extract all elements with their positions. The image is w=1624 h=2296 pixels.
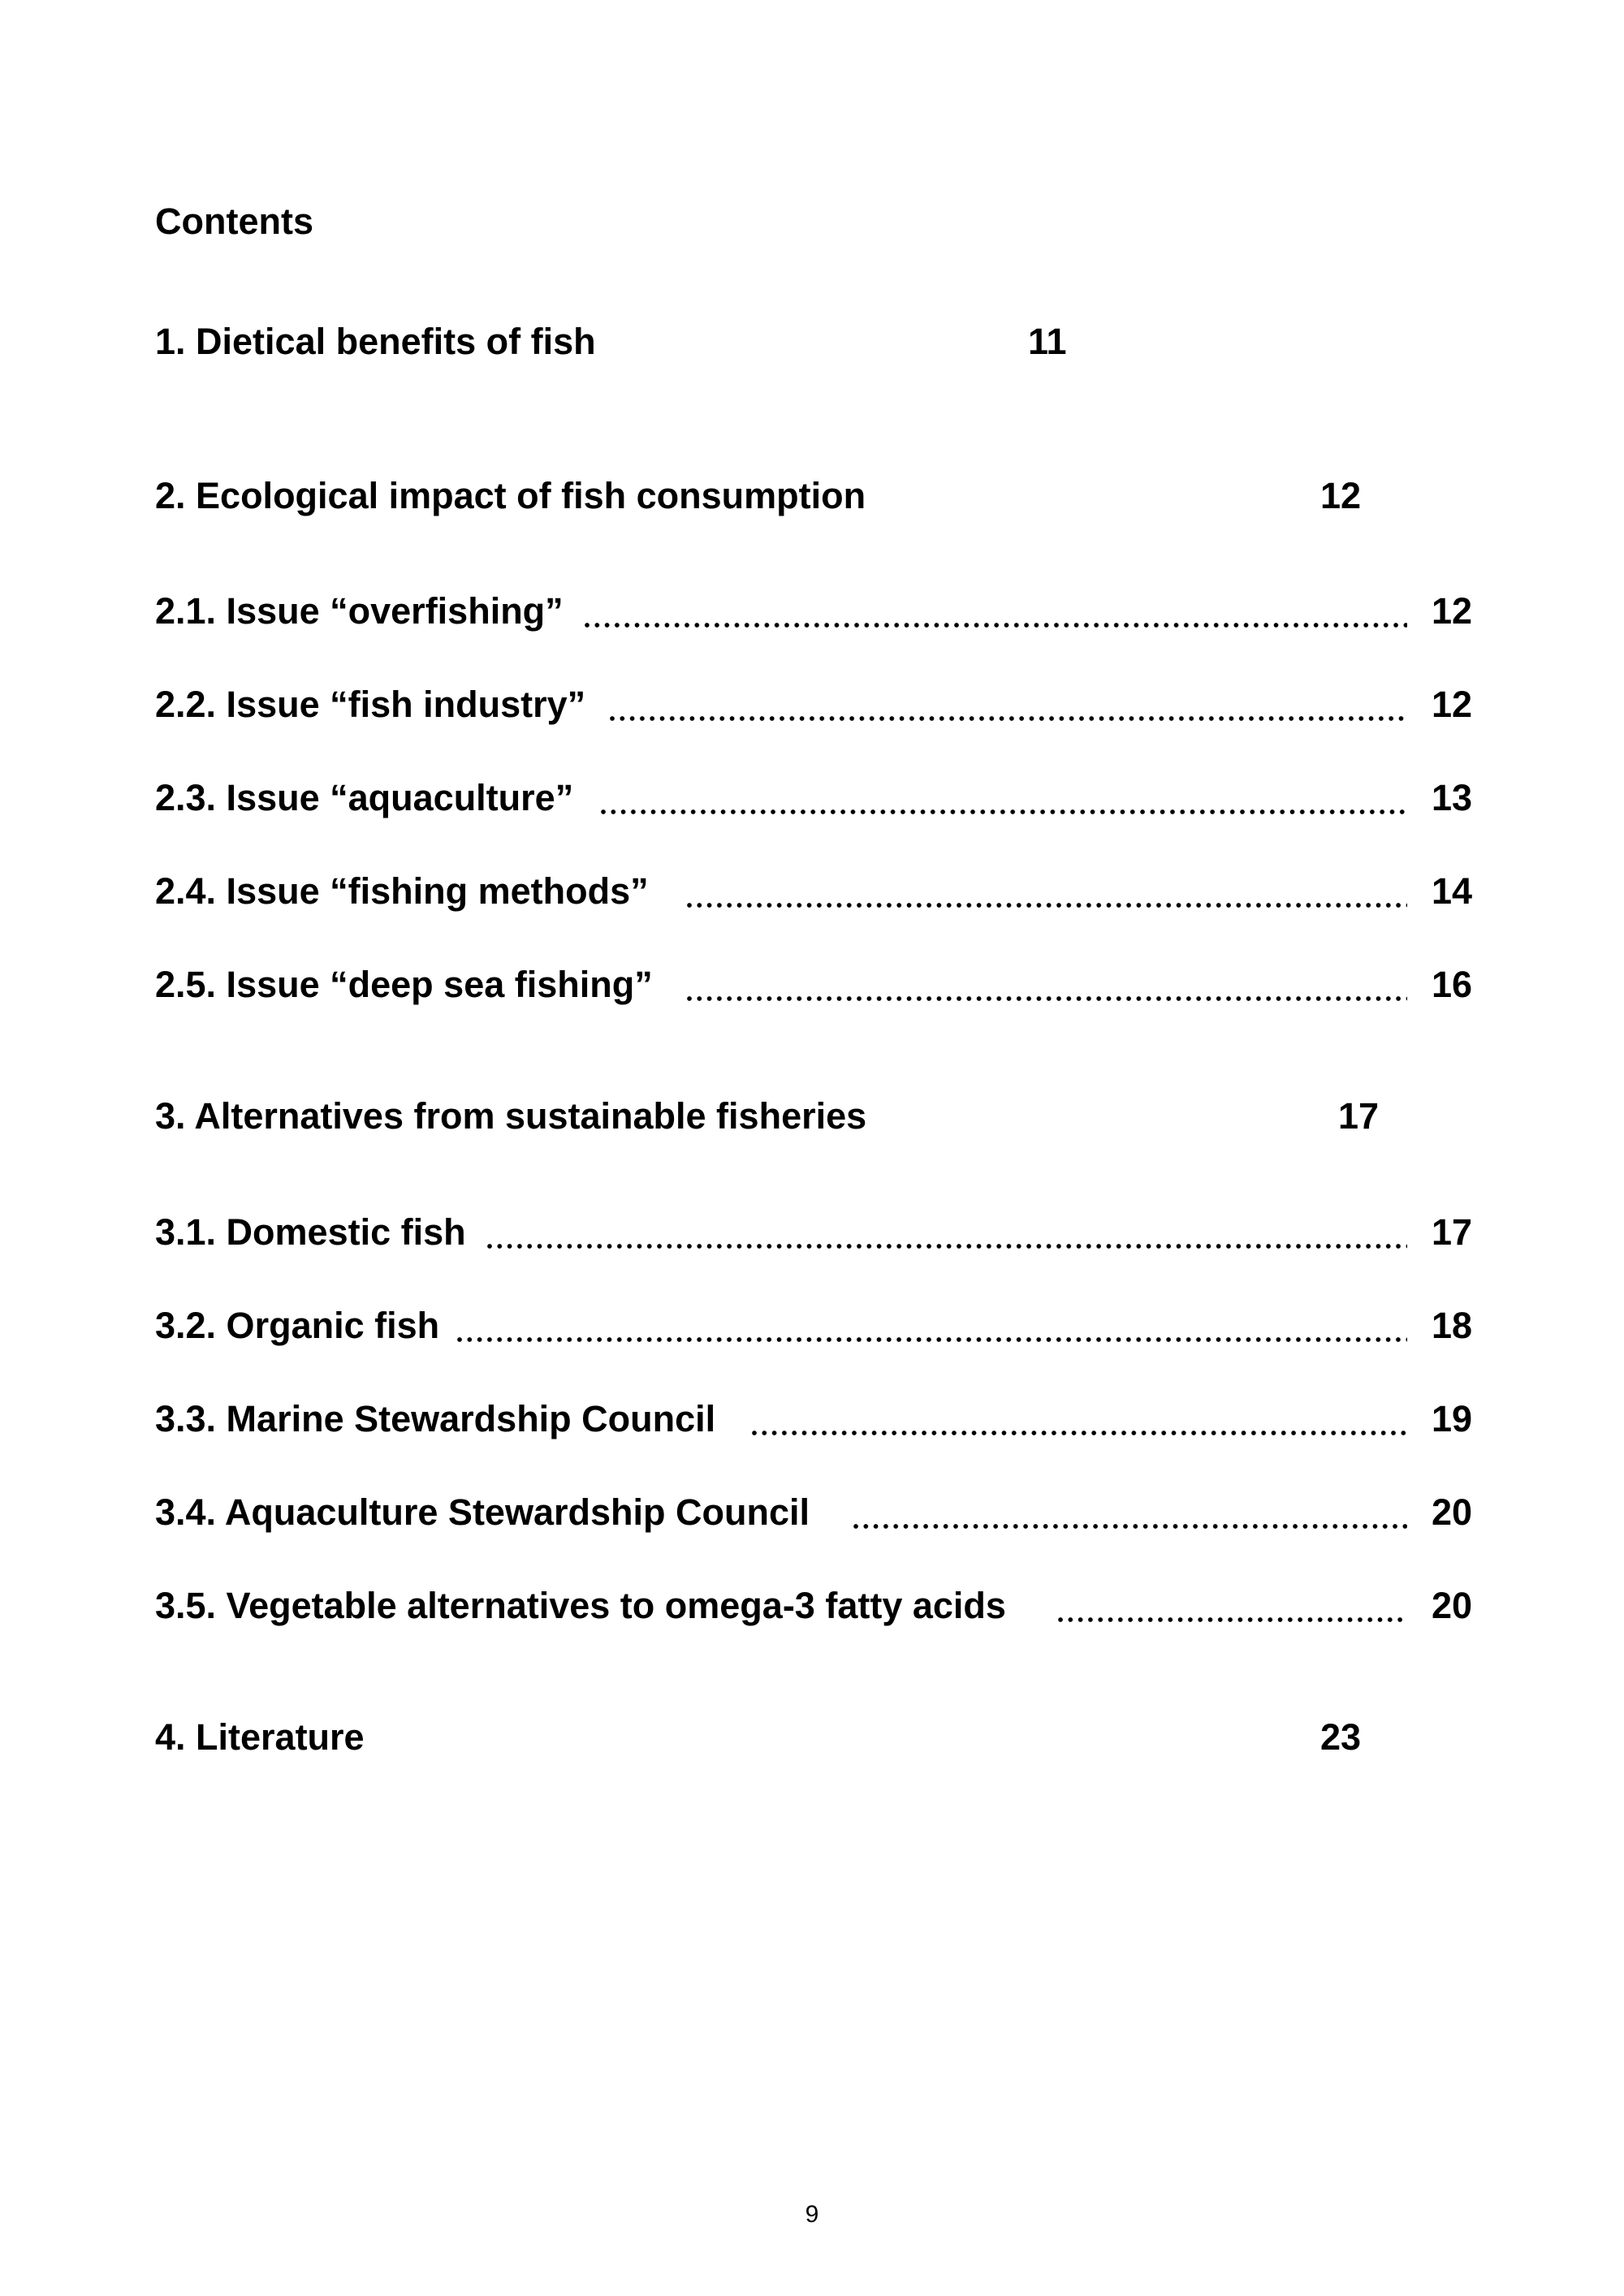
- toc-entry-3-2[interactable]: [0, 1307, 1624, 1348]
- dot-leader: [585, 593, 1407, 629]
- toc-entry-page: 23: [1320, 1716, 1362, 1758]
- toc-entry-2-4[interactable]: [0, 870, 1624, 913]
- toc-entry-2-3[interactable]: [0, 779, 1624, 820]
- toc-entry-2-1[interactable]: [0, 590, 1624, 633]
- toc-entry-page: 13: [1432, 777, 1473, 818]
- toc-entry-3-5[interactable]: [0, 1587, 1624, 1628]
- toc-entry-label: 3.4. Aquaculture Stewardship Council: [155, 1491, 810, 1533]
- toc-entry-label: 3.2. Organic fish: [155, 1305, 440, 1346]
- dot-leader: [610, 686, 1407, 723]
- dot-leader: [687, 873, 1407, 909]
- toc-entry-page: 20: [1432, 1491, 1473, 1533]
- toc-entry-label: 1. Dietical benefits of fish: [155, 321, 596, 362]
- toc-entry-label: 3.3. Marine Stewardship Council: [155, 1398, 716, 1439]
- dot-leader: [601, 779, 1407, 816]
- toc-entry-page: 11: [1028, 321, 1067, 362]
- toc-entry-section-3[interactable]: [0, 1095, 1624, 1138]
- toc-entry-label: 3.1. Domestic fish: [155, 1211, 466, 1253]
- dot-leader: [457, 1307, 1407, 1344]
- toc-entry-page: 18: [1432, 1305, 1473, 1346]
- toc-entry-page: 20: [1432, 1585, 1473, 1626]
- toc-entry-2-5[interactable]: [0, 966, 1624, 1007]
- toc-entry-page: 19: [1432, 1398, 1473, 1439]
- contents-title: Contents: [155, 201, 313, 242]
- toc-entry-section-2[interactable]: [0, 477, 1624, 518]
- toc-entry-label: 2.3. Issue “aquaculture”: [155, 777, 574, 818]
- dot-leader: [687, 966, 1407, 1003]
- toc-entry-2-2[interactable]: [0, 686, 1624, 727]
- toc-entry-label: 3.5. Vegetable alternatives to omega-3 fatty acids: [155, 1585, 1006, 1626]
- toc-entry-3-1[interactable]: [0, 1211, 1624, 1254]
- dot-leader: [1058, 1587, 1407, 1624]
- toc-entry-label: 2.2. Issue “fish industry”: [155, 684, 586, 725]
- toc-entry-page: 12: [1320, 475, 1362, 516]
- toc-entry-page: 16: [1432, 964, 1473, 1005]
- toc-entry-section-1[interactable]: [0, 323, 1624, 364]
- page-number: 9: [805, 2201, 819, 2228]
- toc-entry-page: 12: [1432, 590, 1473, 632]
- toc-entry-page: 12: [1432, 684, 1473, 725]
- toc-entry-page: 17: [1338, 1095, 1380, 1137]
- toc-entry-label: 2. Ecological impact of fish consumption: [155, 475, 866, 516]
- toc-entry-label: 2.5. Issue “deep sea fishing”: [155, 964, 653, 1005]
- toc-entry-label: 2.4. Issue “fishing methods”: [155, 870, 649, 912]
- toc-entry-3-3[interactable]: [0, 1400, 1624, 1441]
- toc-entry-label: 2.1. Issue “overfishing”: [155, 590, 564, 632]
- toc-entry-page: 14: [1432, 870, 1473, 912]
- toc-entry-page: 17: [1432, 1211, 1473, 1253]
- toc-entry-3-4[interactable]: [0, 1491, 1624, 1534]
- dot-leader: [752, 1400, 1407, 1437]
- dot-leader: [487, 1214, 1407, 1250]
- toc-entry-label: 4. Literature: [155, 1716, 365, 1758]
- toc-entry-label: 3. Alternatives from sustainable fisheries: [155, 1095, 867, 1137]
- toc-entry-section-4[interactable]: [0, 1716, 1624, 1759]
- dot-leader: [853, 1494, 1407, 1530]
